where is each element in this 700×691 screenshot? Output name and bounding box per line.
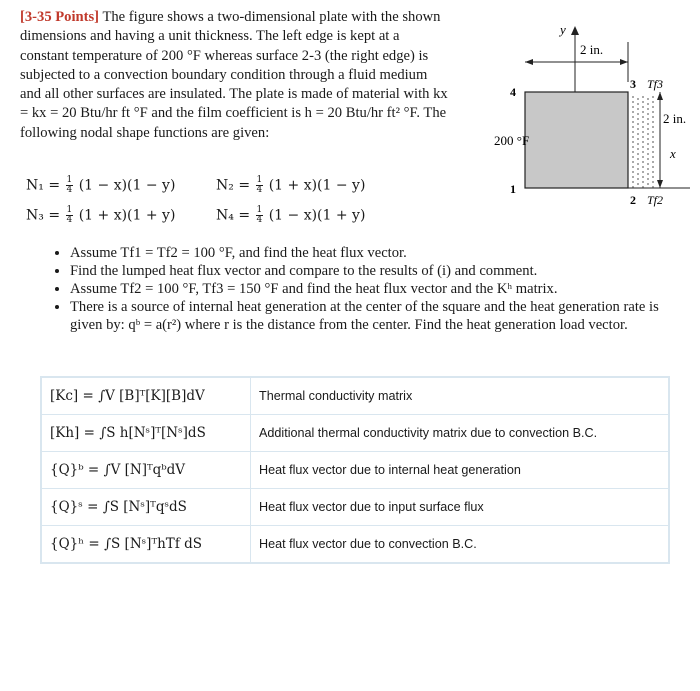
node-1-label: 1 — [510, 182, 516, 196]
matrix-description: Thermal conductivity matrix — [251, 377, 670, 415]
tf3-label: Tf3 — [647, 77, 664, 91]
task-item: • Assume Tf1 = Tf2 = 100 °F, and find the heat flux vector. — [70, 244, 685, 262]
top-dim-arrow-left — [525, 59, 533, 65]
table-row — [41, 452, 669, 489]
problem-statement — [20, 8, 450, 143]
y-axis-arrow — [571, 26, 579, 35]
matrix-description: Heat flux vector due to input surface flux — [251, 489, 670, 526]
node-3-label: 3 — [630, 77, 636, 91]
matrix-formula: [Kc] = ∫V [B]ᵀ[K][B]dV — [41, 377, 251, 415]
top-dim-label: 2 in. — [580, 42, 604, 57]
right-dim-label: 2 in. — [663, 111, 687, 126]
table-row — [41, 489, 669, 526]
convection-hatch — [629, 94, 657, 188]
plate-figure — [490, 20, 700, 220]
temp-label: 200 °F — [494, 133, 530, 148]
task-item: • Assume Tf2 = 100 °F, Tf3 = 150 °F and find the heat flux vector and the Kʰ matrix. — [70, 280, 685, 298]
matrix-formula: {Q}ˢ = ∫S [Nˢ]ᵀqˢdS — [41, 489, 251, 526]
task-item: • There is a source of internal heat generation at the center of the square and the heat generation rate is given by: qᵇ = a(r²) where r is the distance from the center. Find the heat generation load vector. — [70, 298, 685, 334]
table-row — [41, 377, 669, 415]
shape-function-n3: N₃ = $\frac{1}{4}$ (1 + x)(1 + y) — [26, 205, 176, 225]
matrix-formula: {Q}ʰ = ∫S [Nˢ]ᵀhTf dS — [41, 526, 251, 564]
task-item: • Find the lumped heat flux vector and compare to the results of (i) and comment. — [70, 262, 685, 280]
tf2-label: Tf2 — [647, 193, 664, 207]
shape-function-n1: N₁ = $\frac{1}{4}$ (1 − x)(1 − y) — [26, 175, 176, 195]
matrix-table — [40, 376, 670, 564]
matrix-description: Heat flux vector due to internal heat generation — [251, 452, 670, 489]
table-row — [41, 526, 669, 564]
x-axis-label: x — [670, 146, 676, 161]
matrix-formula: {Q}ᵇ = ∫V [N]ᵀqᵇdV — [41, 452, 251, 489]
task-list — [48, 244, 685, 334]
shape-function-n4: N₄ = $\frac{1}{4}$ (1 − x)(1 + y) — [216, 205, 366, 225]
plate — [525, 92, 628, 188]
table-row — [41, 415, 669, 452]
problem-body: The figure shows a two-dimensional plate with the shown dimensions and having a unit thickness. The left edge is kept at a constant temperature of 200 °F whereas surface 2-3 (the right edge) is subjected to a convection boundary condition through a fluid medium and all other surfaces are insulated. The plate is made of material with kx = kx = 20 Btu/hr ft °F and the film coefficient is h = 20 Btu/hr ft² °F. The following nodal shape functions are given: — [20, 9, 448, 141]
top-dim-arrow-right — [620, 59, 628, 65]
matrix-description: Heat flux vector due to convection B.C. — [251, 526, 670, 564]
problem-header: [3-35 Points] — [20, 9, 100, 25]
node-4-label: 4 — [510, 85, 516, 99]
node-2-label: 2 — [630, 193, 636, 207]
shape-function-n2: N₂ = $\frac{1}{4}$ (1 + x)(1 − y) — [216, 175, 366, 195]
y-axis-label: y — [560, 22, 566, 37]
matrix-formula: [Kh] = ∫S h[Nˢ]ᵀ[Nˢ]dS — [41, 415, 251, 452]
matrix-description: Additional thermal conductivity matrix due to convection B.C. — [251, 415, 670, 452]
